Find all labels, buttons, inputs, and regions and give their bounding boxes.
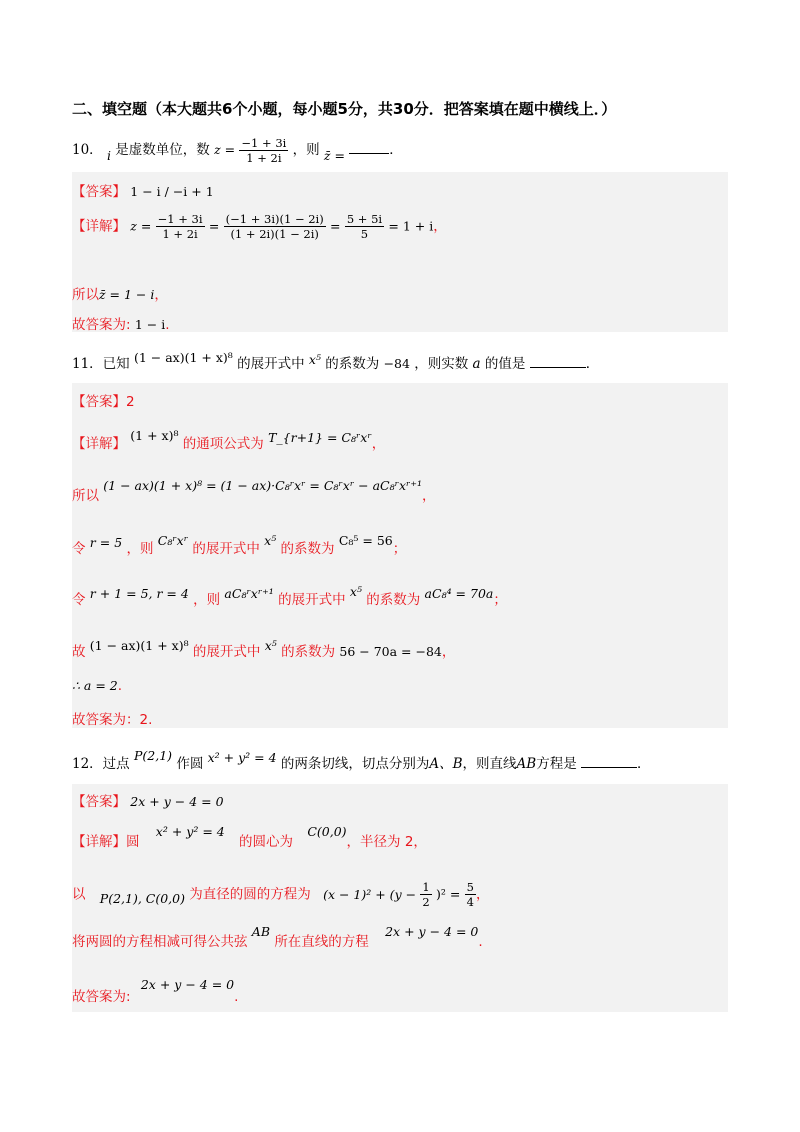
detail-line: 【详解】圆 x² + y² = 4 的圆心为 C(0,0)，半径为 2， [72,824,427,850]
section-title: 二、填空题（本大题共6个小题，每小题5分，共30分．把答案填在题中横线上．） [72,100,617,118]
detail-line: 以 P(2,1), C(0,0) 为直径的圆的方程为 (x − 1)² + (y − $\frac{1}{2}$ )² = $\frac{5}{4}$ ， [72,880,490,909]
detail-line: 所以 (1 − ax)(1 + x)⁸ = (1 − ax)·C₈ʳxʳ = C₈ʳxʳ − aC₈ʳxʳ⁺¹， [72,478,436,504]
detail-line: 令 r + 1 = 5, r = 4 ，则 aC₈ʳxʳ⁺¹ 的展开式中 x⁵ 的系数为 aC₈⁴ = 70a； [72,584,507,608]
detail-line: 【详解】 z = $\frac{-1 + 3i}{1 + 2i}$ = $\frac{(-1 + 3i)(1 - 2i)}{(1 + 2i)(1 - 2i)}$ = $\frac{5 + 5i}{5}$ = 1 + i， [72,212,447,241]
question-10: 10． i 是虚数单位，数 z = $\frac{-1 + 3i}{1 + 2i}$ ，则 z̄ = ． [72,136,403,165]
detail-line: ∴ a = 2. [72,678,123,694]
fraction: $\frac{-1 + 3i}{1 + 2i}$ [241,136,287,165]
question-number: 10． [72,142,103,158]
answer-line: 【答案】 2x + y − 4 = 0 [72,794,224,810]
detail-line: 令 r = 5 ，则 C₈ʳxʳ 的展开式中 x⁵ 的系数为 C₈⁵ = 56； [72,533,407,557]
answer-blank [530,366,586,368]
question-12: 12．过点 P(2,1) 作圆 x² + y² = 4 的两条切线，切点分别为A、B，则直线AB方程是 ． [72,748,651,772]
detail-line: 将两圆的方程相减可得公共弦 AB 所在直线的方程 2x + y − 4 = 0. [72,924,483,950]
final-answer: 故答案为: 2x + y − 4 = 0. [72,977,239,1005]
question-11: 11．已知 (1 − ax)(1 + x)⁸ 的展开式中 x⁵ 的系数为 −84 ，则实数 a 的值是 ． [72,350,600,372]
answer-line: 【答案】 1 − i / −i + 1 [72,184,214,200]
answer-blank [349,152,389,154]
final-answer: 故答案为: 1 − i. [72,317,170,333]
answer-line: 【答案】2 [72,394,135,410]
final-answer: 故答案为：2. [72,712,153,728]
detail-line: 【详解】 (1 + x)⁸ 的通项公式为 T_{r+1} = C₈ʳxʳ， [72,428,386,452]
answer-blank [581,766,637,768]
detail-line: 故 (1 − ax)(1 + x)⁸ 的展开式中 x⁵ 的系数为 56 − 70a = −84， [72,638,456,660]
detail-line: 所以z̄ = 1 − i， [72,287,168,303]
